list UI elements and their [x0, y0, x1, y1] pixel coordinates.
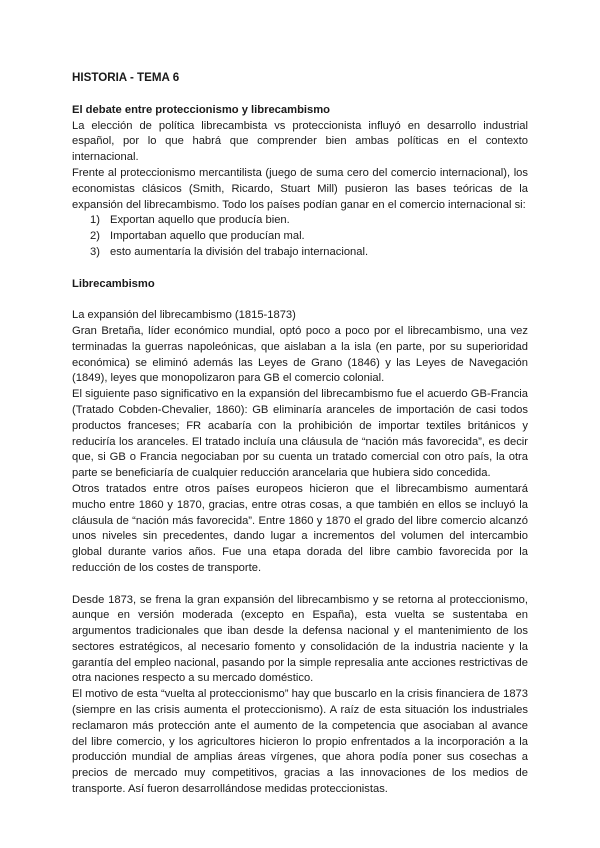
paragraph: Gran Bretaña, líder económico mundial, optó poco a poco por el librecambismo, una vez terminadas la guerras napoleónicas, que aislaban a la isla (en parte, por su superioridad económica) se eliminó además las Leyes de Grano (1846) y las Leyes de Navegación (1849), leyes que monopolizaron para GB el comercio colonial. [72, 324, 528, 385]
list-item-text: Exportan aquello que producía bien. [110, 214, 290, 227]
document-title: HISTORIA - TEMA 6 [72, 71, 180, 84]
list-item [72, 229, 528, 245]
section-heading-debate: El debate entre proteccionismo y librecambismo [72, 103, 331, 116]
section-heading-librecambismo: Librecambismo [72, 277, 155, 290]
list-item-text: Importaban aquello que producían mal. [110, 230, 305, 243]
spacer [72, 261, 528, 277]
paragraph: El siguiente paso significativo en la expansión del librecambismo fue el acuerdo GB-Francia (Tratado Cobden-Chevalier, 1860): GB eliminaría aranceles de importación de casi todos productos franceses; FR acabaría con la prohibición de importar textiles británicos y reduciría los aranceles. El tratado incluía una cláusula de “nación más favorecida”, es decir que, si GB o Francia negociaban por su cuenta un tratado comercial con otro país, la otra parte se beneficiaría de cualquier reducción arancelaria que hubiera sido concedida. [72, 388, 528, 480]
subheading: La expansión del librecambismo (1815-1873) [72, 309, 296, 322]
list-item [72, 245, 528, 261]
spacer [72, 577, 528, 593]
document-content [72, 70, 528, 798]
list-number: 2) [90, 230, 100, 243]
spacer [72, 292, 528, 308]
paragraph: Frente al proteccionismo mercantilista (juego de suma cero del comercio internacional), los economistas clásicos (Smith, Ricardo, Stuart Mill) pusieron las bases teóricas de la expansión del librecambismo. Todo los países podían ganar en el comercio internacional si: [72, 166, 528, 211]
list-item [72, 213, 528, 229]
numbered-list [72, 213, 528, 260]
list-number: 1) [90, 214, 100, 227]
list-item-text: esto aumentaría la división del trabajo internacional. [110, 245, 369, 258]
paragraph: Otros tratados entre otros países europeos hicieron que el librecambismo aumentará mucho entre 1860 y 1870, gracias, entre otras cosas, a que también en ellos se incluyó la cláusula de “nación más favorecida”. Entre 1860 y 1870 el grado del libre comercio alcanzó unos niveles sin precedentes, dando lugar a incrementos del volumen del intercambio global durante varios años. Fue una etapa dorada del libre cambio favorecida por la reducción de los costes de transporte. [72, 482, 528, 574]
paragraph: El motivo de esta “vuelta al proteccionismo” hay que buscarlo en la crisis financiera de 1873 (siempre en las crisis aumenta el proteccionismo). A raíz de esta situación los industriales reclamaron más protección ante el aumento de la competencia que asociaban al avance del libre comercio, y los agricultores hicieron lo propio enfrentados a la incorporación a la producción mundial de amplias áreas vírgenes, que ahora podía poner sus cosechas a precios de mercado muy competitivos, gracias a las innovaciones de los medios de transporte. Así fueron desarrollándose medidas proteccionistas. [72, 688, 528, 796]
paragraph: Desde 1873, se frena la gran expansión del librecambismo y se retorna al proteccionismo, aunque en versión moderada (excepto en España), esta vuelta se sustentaba en argumentos tradicionales que iban desde la defensa nacional y el mantenimiento de los sectores estratégicos, al necesario fomento y consolidación de la industria naciente y la garantía del empleo nacional, pasando por la simple represalia ante acciones restrictivas de otra naciones respecto a su mercado doméstico. [72, 593, 528, 685]
paragraph: La elección de política librecambista vs proteccionista influyó en desarrollo industrial español, por lo que habrá que comprender bien ambas políticas en el contexto internacional. [72, 119, 528, 164]
list-number: 3) [90, 245, 100, 258]
